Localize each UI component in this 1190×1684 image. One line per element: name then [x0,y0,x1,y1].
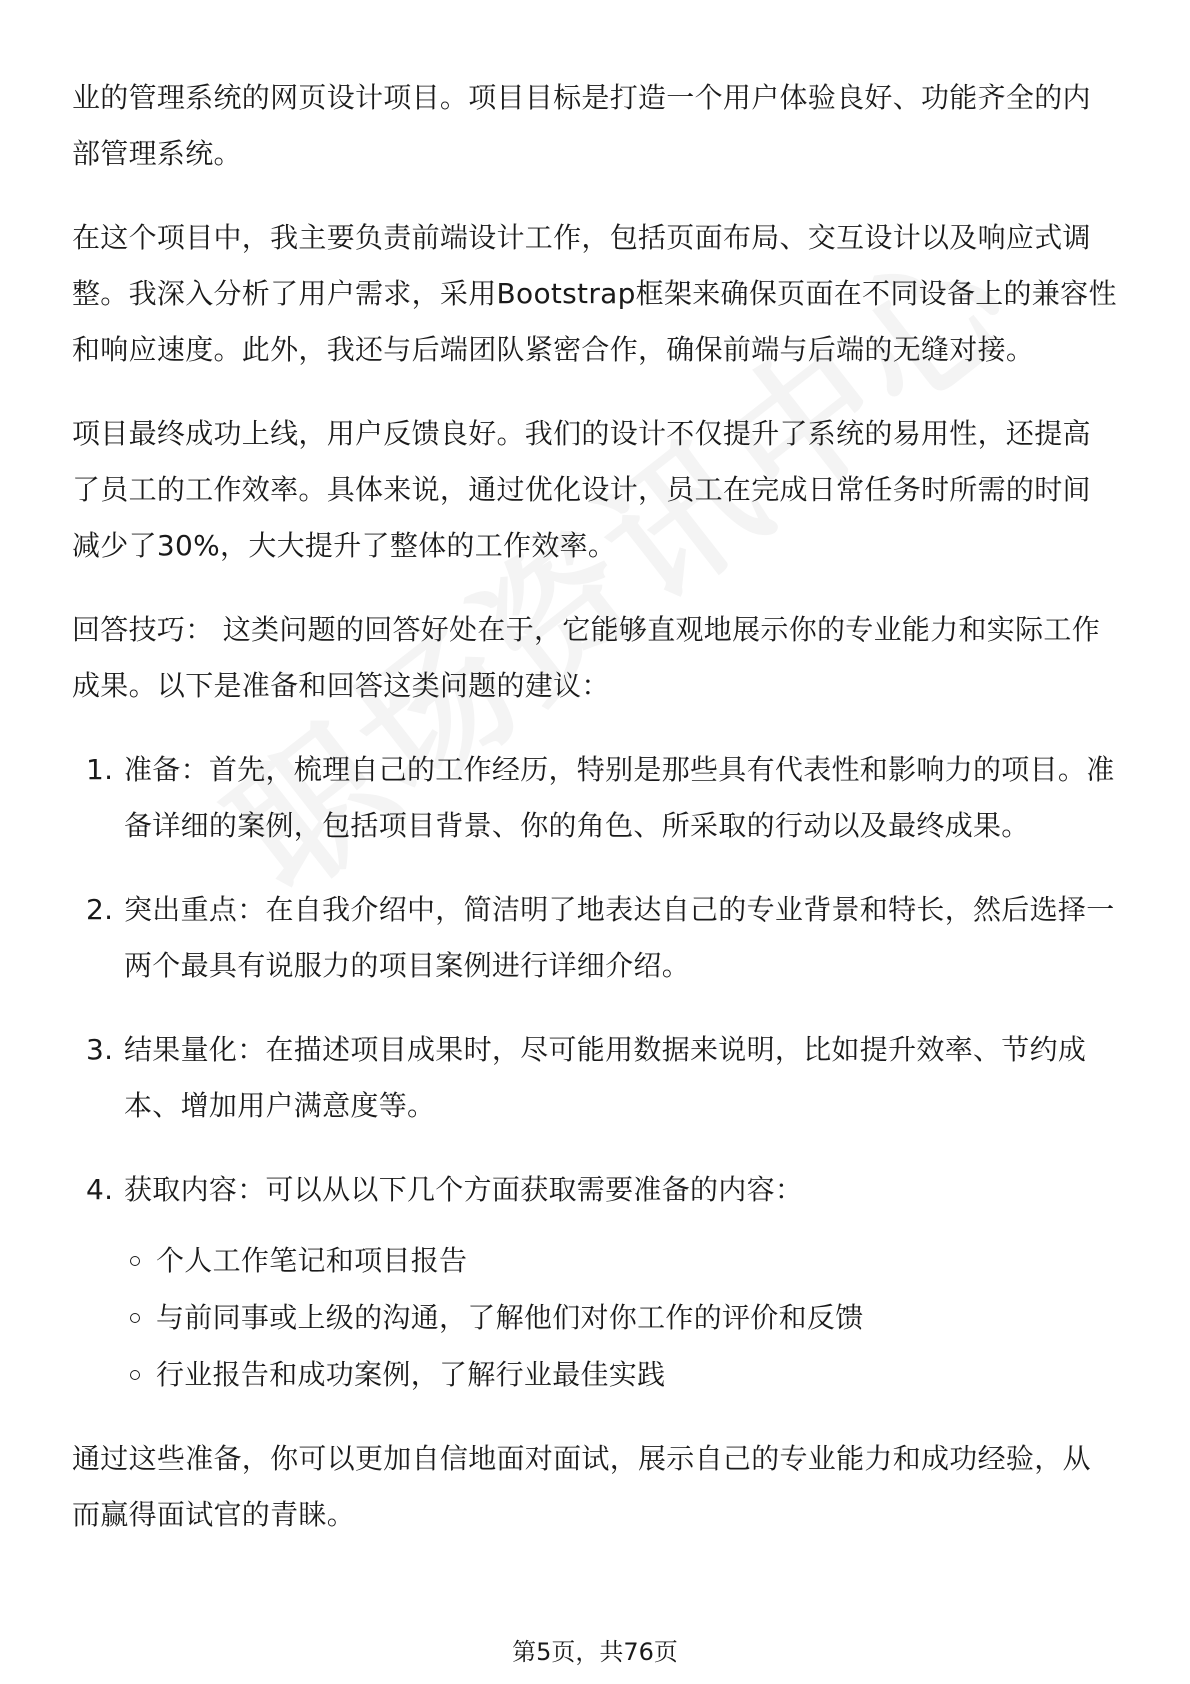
step-number: 4. [86,1173,114,1206]
circle-bullet-icon [130,1313,140,1323]
step-text: 结果量化：在描述项目成果时，尽可能用数据来说明，比如提升效率、节约成本、增加用户满意度等。 [124,1033,1087,1122]
step-text: 突出重点：在自我介绍中，简洁明了地表达自己的专业背景和特长，然后选择一两个最具有说服力的项目案例进行详细介绍。 [124,893,1115,982]
sub-item-text: 与前同事或上级的沟通，了解他们对你工作的评价和反馈 [156,1301,864,1334]
step-item [72,1162,1118,1403]
paragraph-tips: 回答技巧： 这类问题的回答好处在于，它能够直观地展示你的专业能力和实际工作成果。以下是准备和回答这类问题的建议： [72,613,1101,702]
paragraph-closing: 通过这些准备，你可以更加自信地面对面试，展示自己的专业能力和成功经验，从而赢得面试官的青睐。 [72,1442,1091,1531]
step-number: 3. [86,1033,114,1066]
paragraph-results: 项目最终成功上线，用户反馈良好。我们的设计不仅提升了系统的易用性，还提高了员工的工作效率。具体来说，通过优化设计，员工在完成日常任务时所需的时间减少了30%，大大提升了整体的工作效率。 [72,417,1091,562]
steps-list [72,742,1118,1403]
paragraph-responsibilities: 在这个项目中，我主要负责前端设计工作，包括页面布局、交互设计以及响应式调整。我深入分析了用户需求，采用Bootstrap框架来确保页面在不同设备上的兼容性和响应速度。此外，我还与后端团队紧密合作，确保前端与后端的无缝对接。 [72,221,1117,366]
sub-item-text: 行业报告和成功案例，了解行业最佳实践 [156,1358,666,1391]
step-item [72,742,1118,854]
sub-item [124,1346,1118,1403]
sub-item-text: 个人工作笔记和项目报告 [156,1244,468,1277]
circle-bullet-icon [130,1256,140,1266]
sub-item [124,1232,1118,1289]
step-number: 2. [86,893,114,926]
step-item [72,882,1118,994]
sub-item [124,1289,1118,1346]
step-text: 准备：首先，梳理自己的工作经历，特别是那些具有代表性和影响力的项目。准备详细的案例，包括项目背景、你的角色、所采取的行动以及最终成果。 [124,753,1115,842]
step-item [72,1022,1118,1134]
step-number: 1. [86,753,114,786]
document-body [72,70,1118,1571]
circle-bullet-icon [130,1370,140,1380]
page-number: 第5页，共76页 [512,1638,678,1666]
sub-list [124,1232,1118,1403]
step-text: 获取内容：可以从以下几个方面获取需要准备的内容： [124,1173,804,1206]
paragraph-intro: 业的管理系统的网页设计项目。项目目标是打造一个用户体验良好、功能齐全的内部管理系统。 [72,81,1091,170]
